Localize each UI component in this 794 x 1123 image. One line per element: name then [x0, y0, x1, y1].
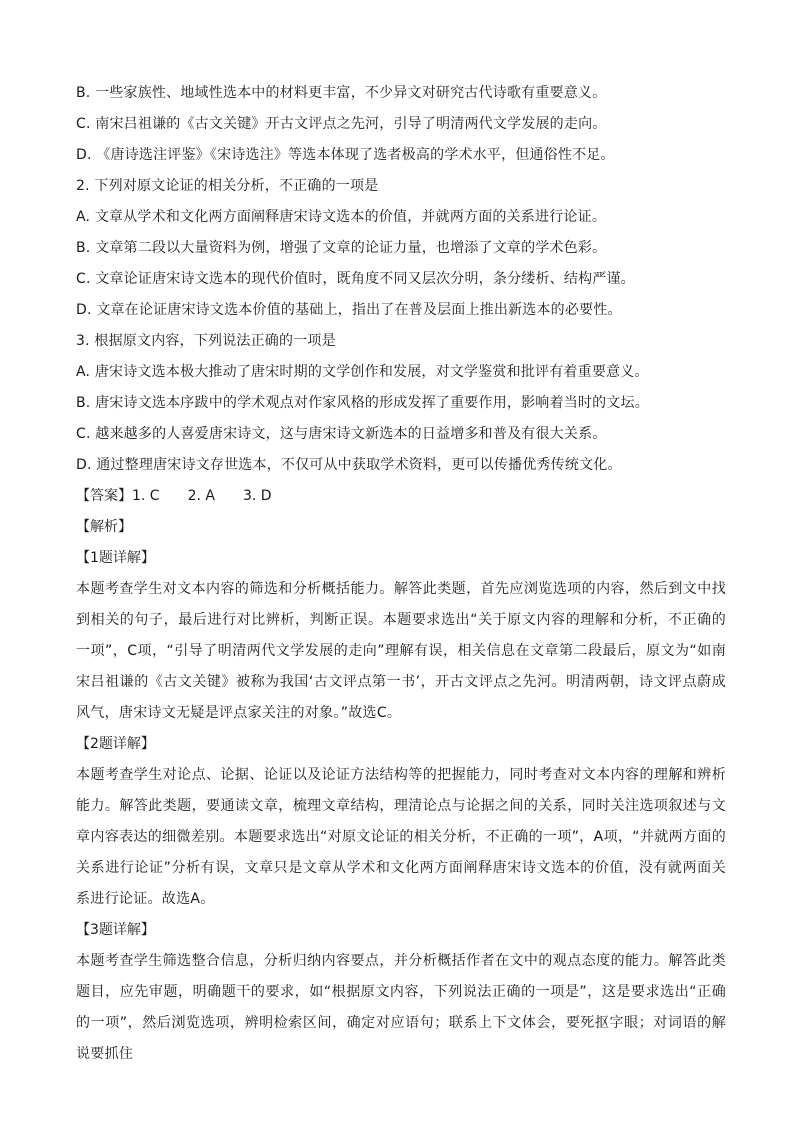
q3-option-c: C. 越来越多的人喜爱唐宋诗文，这与唐宋诗文新选本的日益增多和普及有很大关系。 [76, 426, 607, 442]
detail2-heading: 【2题详解】 [76, 736, 155, 752]
answer-line: 【答案】1. C 2. A 3. D [76, 488, 272, 504]
q3-option-b: B. 唐宋诗文选本序跋中的学术观点对作家风格的形成发挥了重要作用，影响着当时的文坛。 [76, 395, 649, 411]
q2-option-b: B. 文章第二段以大量资料为例，增强了文章的论证力量，也增添了文章的学术色彩。 [76, 240, 607, 256]
detail1-heading: 【1题详解】 [76, 550, 155, 566]
q1-option-c: C. 南宋吕祖谦的《古文关键》开古文评点之先河，引导了明清两代文学发展的走向。 [76, 116, 607, 132]
q2-option-d: D. 文章在论证唐宋诗文选本价值的基础上，指出了在普及层面上推出新选本的必要性。 [76, 302, 622, 318]
q3-option-a: A. 唐宋诗文选本极大推动了唐宋时期的文学创作和发展，对文学鉴赏和批评有着重要意义。 [76, 364, 649, 380]
detail3-heading: 【3题详解】 [76, 922, 155, 938]
q2-option-c: C. 文章论证唐宋诗文选本的现代价值时，既角度不同又层次分明，条分缕析、结构严谨。 [76, 271, 635, 287]
detail1-text: 本题考查学生对文本内容的筛选和分析概括能力。解答此类题，首先应浏览选项的内容，然后到文中找到相关的句子，最后进行对比辨析，判断正误。本题要求选出“关于原文内容的理解和分析，不正确的一项”，C项，“引导了明清两代文学发展的走向”理解有误，相关信息在文章第二段最后，原文为“如南宋吕祖谦的《古文关键》被称为我国‘古文评点第一书’，开古文评点之先河。明清两朝，诗文评点蔚成风气，唐宋诗文无疑是评点家关注的对象。”故选C。 [76, 581, 726, 721]
q2-option-a: A. 文章从学术和文化两方面阐释唐宋诗文选本的价值，并就两方面的关系进行论证。 [76, 209, 607, 225]
q3-stem: 3. 根据原文内容，下列说法正确的一项是 [76, 333, 336, 349]
document-page [76, 78, 726, 1070]
detail2-text: 本题考查学生对论点、论据、论证以及论证方法结构等的把握能力，同时考查对文本内容的理解和辨析能力。解答此类题，要通读文章，梳理文章结构，理清论点与论据之间的关系，同时关注选项叙述与文章内容表达的细微差别。本题要求选出“对原文论证的相关分析，不正确的一项”，A项，“并就两方面的关系进行论证”分析有误，文章只是文章从学术和文化两方面阐释唐宋诗文选本的价值，没有就两面关系进行论证。故选A。 [76, 767, 726, 907]
q1-option-d: D. 《唐诗选注评鉴》《宋诗选注》等选本体现了选者极高的学术水平，但通俗性不足。 [76, 147, 615, 163]
q2-stem: 2. 下列对原文论证的相关分析，不正确的一项是 [76, 178, 379, 194]
detail3-text: 本题考查学生筛选整合信息，分析归纳内容要点，并分析概括作者在文中的观点态度的能力。解答此类题目，应先审题，明确题干的要求，如“根据原文内容，下列说法正确的一项是”，这是要求选出“正确的一项”，然后浏览选项，辨明检索区间，确定对应语句；联系上下文体会，要死抠字眼；对词语的解说要抓住 [76, 953, 726, 1062]
q3-option-d: D. 通过整理唐宋诗文存世选本，不仅可从中获取学术资料，更可以传播优秀传统文化。 [76, 457, 622, 473]
q1-option-b: B. 一些家族性、地域性选本中的材料更丰富，不少异文对研究古代诗歌有重要意义。 [76, 85, 607, 101]
analysis-heading: 【解析】 [76, 519, 132, 535]
